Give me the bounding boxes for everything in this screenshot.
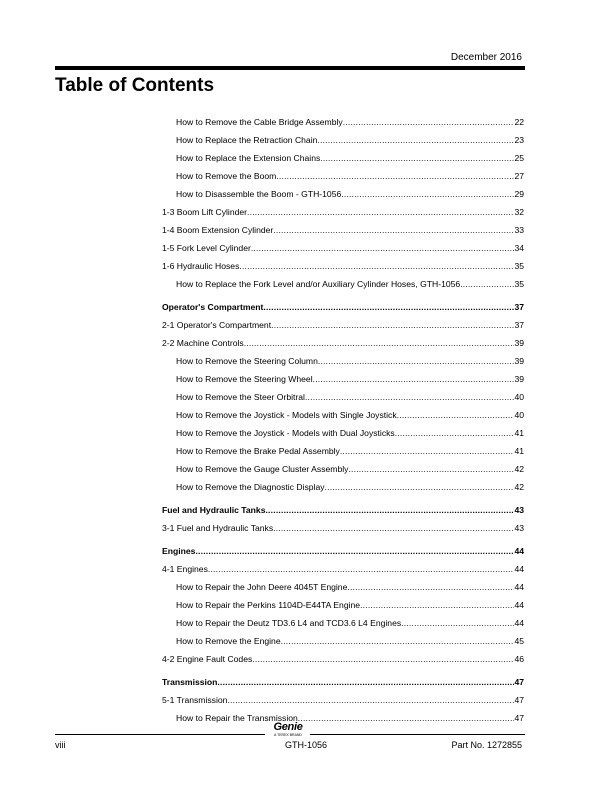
toc-entry-page: 33: [514, 225, 524, 235]
toc-entry-page: 42: [514, 482, 524, 492]
toc-entry-page: 25: [514, 153, 524, 163]
toc-entry-page: 23: [514, 135, 524, 145]
toc-entry-page: 46: [514, 654, 524, 664]
toc-leader-dots: [360, 596, 514, 614]
toc-entry[interactable]: [162, 257, 524, 275]
toc-entry-title: How to Remove the Steering Column: [176, 356, 318, 366]
toc-entry-title: How to Remove the Joystick - Models with Single Joystick: [176, 410, 397, 420]
toc-entry[interactable]: [162, 560, 524, 578]
header-rule: [55, 66, 525, 70]
toc-entry-title: 2-1 Operator's Compartment: [162, 320, 272, 330]
toc-entry-page: 44: [514, 618, 524, 628]
toc-entry-title: 1-5 Fork Level Cylinder: [162, 243, 251, 253]
toc-entry[interactable]: [162, 316, 524, 334]
toc-entry-page: 39: [514, 356, 524, 366]
toc-entry-title: How to Remove the Cable Bridge Assembly: [176, 117, 343, 127]
toc-leader-dots: [401, 614, 514, 632]
toc-leader-dots: [239, 257, 514, 275]
toc-entry[interactable]: [162, 478, 524, 496]
toc-entry[interactable]: [162, 424, 524, 442]
toc-entry-title: How to Remove the Steer Orbitral: [176, 392, 305, 402]
toc-entry[interactable]: [162, 406, 524, 424]
toc-leader-dots: [348, 460, 514, 478]
toc-entry-page: 43: [514, 505, 524, 515]
toc-entry[interactable]: [162, 352, 524, 370]
toc-leader-dots: [397, 406, 515, 424]
toc-entry-title: How to Repair the John Deere 4045T Engine: [176, 582, 348, 592]
toc-entry-title: How to Repair the Deutz TD3.6 L4 and TCD3.6 L4 Engines: [176, 618, 402, 628]
toc-leader-dots: [325, 478, 515, 496]
toc-entry-page: 41: [514, 428, 524, 438]
footer-rule-left: [55, 734, 265, 735]
toc-leader-dots: [298, 709, 515, 727]
toc-entry[interactable]: [162, 691, 524, 709]
toc-entry[interactable]: [162, 298, 524, 316]
toc-entry[interactable]: [162, 442, 524, 460]
toc-entry-page: 27: [514, 171, 524, 181]
logo-tagline: A TEREX BRAND: [274, 733, 302, 737]
table-of-contents: [162, 113, 524, 727]
footer-part-number: Part No. 1272855: [451, 740, 522, 750]
toc-leader-dots: [341, 185, 514, 203]
toc-entry-title: How to Replace the Fork Level and/or Auxiliary Cylinder Hoses, GTH-1056: [176, 279, 461, 289]
header-date: December 2016: [450, 52, 522, 63]
toc-leader-dots: [217, 673, 514, 691]
toc-entry-page: 41: [514, 446, 524, 456]
toc-leader-dots: [313, 370, 515, 388]
toc-leader-dots: [318, 352, 515, 370]
toc-leader-dots: [265, 501, 514, 519]
genie-logo: [268, 722, 308, 737]
toc-entry-title: 3-1 Fuel and Hydraulic Tanks: [162, 523, 274, 533]
toc-entry-page: 47: [514, 695, 524, 705]
toc-leader-dots: [276, 167, 514, 185]
toc-entry-page: 37: [514, 320, 524, 330]
toc-leader-dots: [395, 424, 515, 442]
toc-entry-page: 42: [514, 464, 524, 474]
toc-entry[interactable]: [162, 632, 524, 650]
toc-entry-page: 44: [514, 564, 524, 574]
toc-entry-page: 29: [514, 189, 524, 199]
toc-entry[interactable]: [162, 370, 524, 388]
logo-wordmark: Genie: [273, 721, 303, 733]
toc-leader-dots: [340, 442, 515, 460]
toc-entry[interactable]: [162, 239, 524, 257]
toc-leader-dots: [281, 632, 515, 650]
toc-entry[interactable]: [162, 578, 524, 596]
toc-entry[interactable]: [162, 275, 524, 293]
toc-entry-title: How to Remove the Joystick - Models with Dual Joysticks: [176, 428, 395, 438]
toc-entry-page: 37: [514, 302, 524, 312]
toc-leader-dots: [251, 239, 515, 257]
toc-entry-title: How to Repair the Transmission: [176, 713, 298, 723]
footer-rule-right: [310, 734, 525, 735]
toc-entry[interactable]: [162, 203, 524, 221]
toc-entry-title: 1-6 Hydraulic Hoses: [162, 261, 240, 271]
toc-entry-page: 35: [514, 261, 524, 271]
toc-leader-dots: [247, 203, 514, 221]
toc-entry-page: 39: [514, 338, 524, 348]
toc-entry[interactable]: [162, 221, 524, 239]
toc-entry-page: 39: [514, 374, 524, 384]
toc-entry-page: 35: [514, 279, 524, 289]
toc-leader-dots: [305, 388, 514, 406]
toc-entry[interactable]: [162, 501, 524, 519]
toc-entry-page: 43: [514, 523, 524, 533]
toc-entry-page: 47: [514, 713, 524, 723]
toc-entry[interactable]: [162, 650, 524, 668]
toc-entry-page: 32: [514, 207, 524, 217]
toc-leader-dots: [273, 221, 514, 239]
toc-entry[interactable]: [162, 113, 524, 131]
toc-entry-page: 44: [514, 600, 524, 610]
toc-entry-title: Engines: [162, 546, 196, 556]
toc-entry[interactable]: [162, 185, 524, 203]
toc-entry-page: 47: [514, 677, 524, 687]
toc-entry-page: 45: [514, 636, 524, 646]
toc-entry-title: How to Disassemble the Boom - GTH-1056: [176, 189, 342, 199]
toc-entry-title: How to Remove the Brake Pedal Assembly: [176, 446, 340, 456]
toc-entry-title: How to Remove the Boom: [176, 171, 277, 181]
toc-entry-title: 5-1 Transmission: [162, 695, 228, 705]
toc-entry-title: How to Replace the Retraction Chain: [176, 135, 318, 145]
toc-entry-title: 2-2 Machine Controls: [162, 338, 244, 348]
footer-model: GTH-1056: [284, 740, 328, 750]
toc-entry-title: Operator's Compartment: [162, 302, 264, 312]
toc-leader-dots: [195, 542, 514, 560]
toc-leader-dots: [343, 113, 515, 131]
toc-entry-title: Transmission: [162, 677, 218, 687]
toc-entry[interactable]: [162, 149, 524, 167]
toc-entry[interactable]: [162, 596, 524, 614]
toc-entry-title: Fuel and Hydraulic Tanks: [162, 505, 266, 515]
toc-entry[interactable]: [162, 388, 524, 406]
toc-entry-title: 1-4 Boom Extension Cylinder: [162, 225, 274, 235]
toc-entry[interactable]: [162, 673, 524, 691]
toc-entry-title: How to Repair the Perkins 1104D-E44TA Engine: [176, 600, 361, 610]
toc-entry-page: 40: [514, 392, 524, 402]
toc-entry-page: 22: [514, 117, 524, 127]
toc-entry-page: 44: [514, 582, 524, 592]
footer-page-number: viii: [55, 740, 66, 750]
toc-leader-dots: [227, 691, 514, 709]
toc-leader-dots: [320, 149, 514, 167]
toc-leader-dots: [460, 275, 514, 293]
toc-entry[interactable]: [162, 334, 524, 352]
toc-entry[interactable]: [162, 131, 524, 149]
toc-leader-dots: [271, 316, 514, 334]
toc-leader-dots: [252, 650, 514, 668]
toc-entry[interactable]: [162, 542, 524, 560]
page-title: Table of Contents: [55, 75, 215, 96]
toc-entry-title: 4-1 Engines: [162, 564, 208, 574]
toc-entry-title: 4-2 Engine Fault Codes: [162, 654, 253, 664]
toc-leader-dots: [263, 298, 514, 316]
toc-entry[interactable]: [162, 460, 524, 478]
toc-entry[interactable]: [162, 709, 524, 727]
toc-entry[interactable]: [162, 167, 524, 185]
toc-entry-page: 44: [514, 546, 524, 556]
toc-entry[interactable]: [162, 519, 524, 537]
toc-entry-title: How to Remove the Steering Wheel: [176, 374, 313, 384]
toc-leader-dots: [347, 578, 514, 596]
toc-leader-dots: [273, 519, 514, 537]
toc-entry-title: How to Remove the Gauge Cluster Assembly: [176, 464, 349, 474]
toc-entry-title: How to Remove the Engine: [176, 636, 281, 646]
toc-leader-dots: [317, 131, 514, 149]
toc-entry-title: 1-3 Boom Lift Cylinder: [162, 207, 248, 217]
toc-entry-title: How to Replace the Extension Chains: [176, 153, 321, 163]
toc-entry[interactable]: [162, 614, 524, 632]
toc-entry-page: 40: [514, 410, 524, 420]
toc-entry-page: 34: [514, 243, 524, 253]
toc-leader-dots: [244, 334, 515, 352]
toc-entry-title: How to Remove the Diagnostic Display: [176, 482, 325, 492]
toc-leader-dots: [208, 560, 515, 578]
